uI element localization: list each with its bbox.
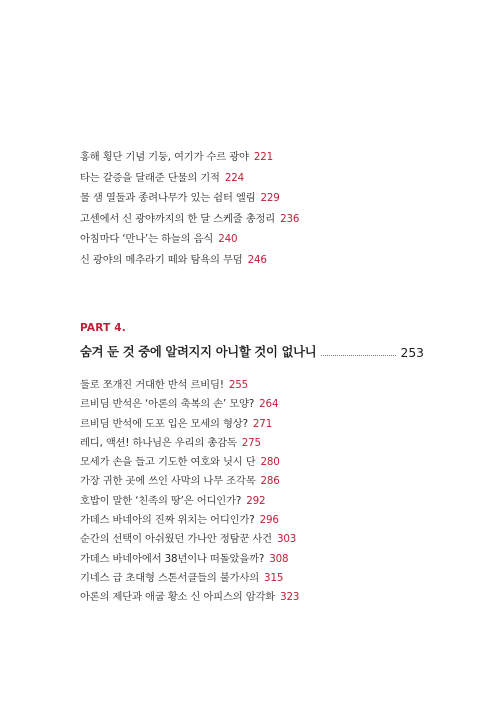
toc-entry-page: 315 [264, 571, 284, 584]
toc-entry-page: 308 [269, 552, 289, 565]
toc-entry[interactable] [80, 229, 299, 250]
toc-entry-title: 홍해 횡단 기념 기둥, 여기가 수르 광야 [80, 151, 249, 163]
toc-entry[interactable] [80, 376, 299, 395]
toc-entry[interactable] [80, 453, 299, 472]
toc-entry[interactable] [80, 188, 299, 209]
toc-entry-title: 르비딤 반석에 도포 입은 모세의 형상? [80, 417, 248, 430]
dot-leader [321, 355, 395, 356]
toc-entry-page: 303 [276, 533, 297, 546]
toc-entry-title: 가장 귀한 곳에 쓰인 사막의 나무 조각목 [80, 475, 256, 488]
toc-entry-title: 아론의 제단과 애굽 황소 신 아피스의 암각화 [80, 591, 276, 604]
toc-entry-title: 고센에서 신 광야까지의 한 달 스케줄 총정리 [80, 212, 276, 225]
toc-entry-title: 타는 갈증을 달래준 단물의 기적 [80, 171, 220, 184]
toc-list-part4 [80, 376, 299, 608]
toc-entry[interactable] [80, 550, 299, 569]
toc-entry-page: 236 [280, 212, 300, 225]
toc-entry-page: 286 [260, 475, 280, 488]
toc-entry[interactable] [80, 168, 299, 189]
toc-entry-page: 264 [259, 398, 279, 411]
toc-entry-page: 275 [241, 436, 261, 449]
toc-entry[interactable] [80, 588, 299, 607]
toc-entry-page: 246 [247, 253, 267, 266]
toc-entry-page: 224 [224, 171, 245, 184]
toc-entry[interactable] [80, 147, 299, 168]
toc-entry-page: 255 [228, 379, 249, 391]
toc-entry-title: 르비딤 반석은 ‘아론의 축복의 손’ 모양? [80, 398, 255, 411]
toc-entry-title: 모세가 손을 들고 기도한 여호와 닛시 단 [80, 456, 256, 469]
toc-entry[interactable] [80, 415, 299, 434]
part-page-number: 253 [400, 346, 424, 360]
toc-entry[interactable] [80, 395, 299, 414]
toc-entry-page: 280 [260, 456, 280, 469]
toc-entry-page: 221 [253, 151, 274, 163]
toc-entry-page: 240 [218, 233, 238, 246]
toc-entry-title: 아침마다 ‘만나’는 하늘의 음식 [80, 233, 214, 246]
toc-entry-page: 271 [252, 417, 273, 430]
toc-entry-title: 둘로 쪼개진 거대한 반석 르비딤! [80, 379, 224, 391]
toc-entry-page: 323 [280, 591, 300, 604]
toc-entry[interactable] [80, 511, 299, 530]
toc-entry-page: 292 [246, 494, 266, 507]
toc-entry-title: 레디, 액션! 하나님은 우리의 총감독 [80, 436, 237, 449]
toc-entry-title: 순간의 선택이 아쉬웠던 가나안 정탐꾼 사건 [80, 533, 272, 546]
toc-entry-title: 호밥이 말한 ‘친족의 땅’은 어디인가? [80, 494, 242, 507]
toc-entry-title: 기네스 급 초대형 스톤서클들의 불가사의 [80, 571, 260, 584]
part-label: PART 4. [80, 322, 126, 334]
toc-entry-title: 물 샘 열둘과 종려나무가 있는 쉼터 엘림 [80, 192, 256, 205]
toc-entry[interactable] [80, 492, 299, 511]
part-heading[interactable] [80, 342, 424, 360]
part-title: 숨겨 둔 것 중에 알려지지 아니할 것이 없나니 [80, 345, 317, 359]
toc-entry-page: 296 [259, 514, 279, 527]
toc-entry[interactable] [80, 434, 299, 453]
toc-entry-title: 가데스 바네아의 진짜 위치는 어디인가? [80, 514, 255, 527]
toc-entry[interactable] [80, 569, 299, 588]
toc-list-part3-continued [80, 147, 299, 271]
toc-entry[interactable] [80, 530, 299, 549]
toc-entry[interactable] [80, 472, 299, 491]
toc-entry-title: 가데스 바네아에서 38년이나 떠돌았을까? [80, 552, 265, 565]
toc-entry-title: 신 광야의 메추라기 떼와 탐욕의 무덤 [80, 253, 243, 266]
toc-entry[interactable] [80, 209, 299, 230]
toc-entry-page: 229 [260, 192, 280, 205]
toc-entry[interactable] [80, 250, 299, 271]
